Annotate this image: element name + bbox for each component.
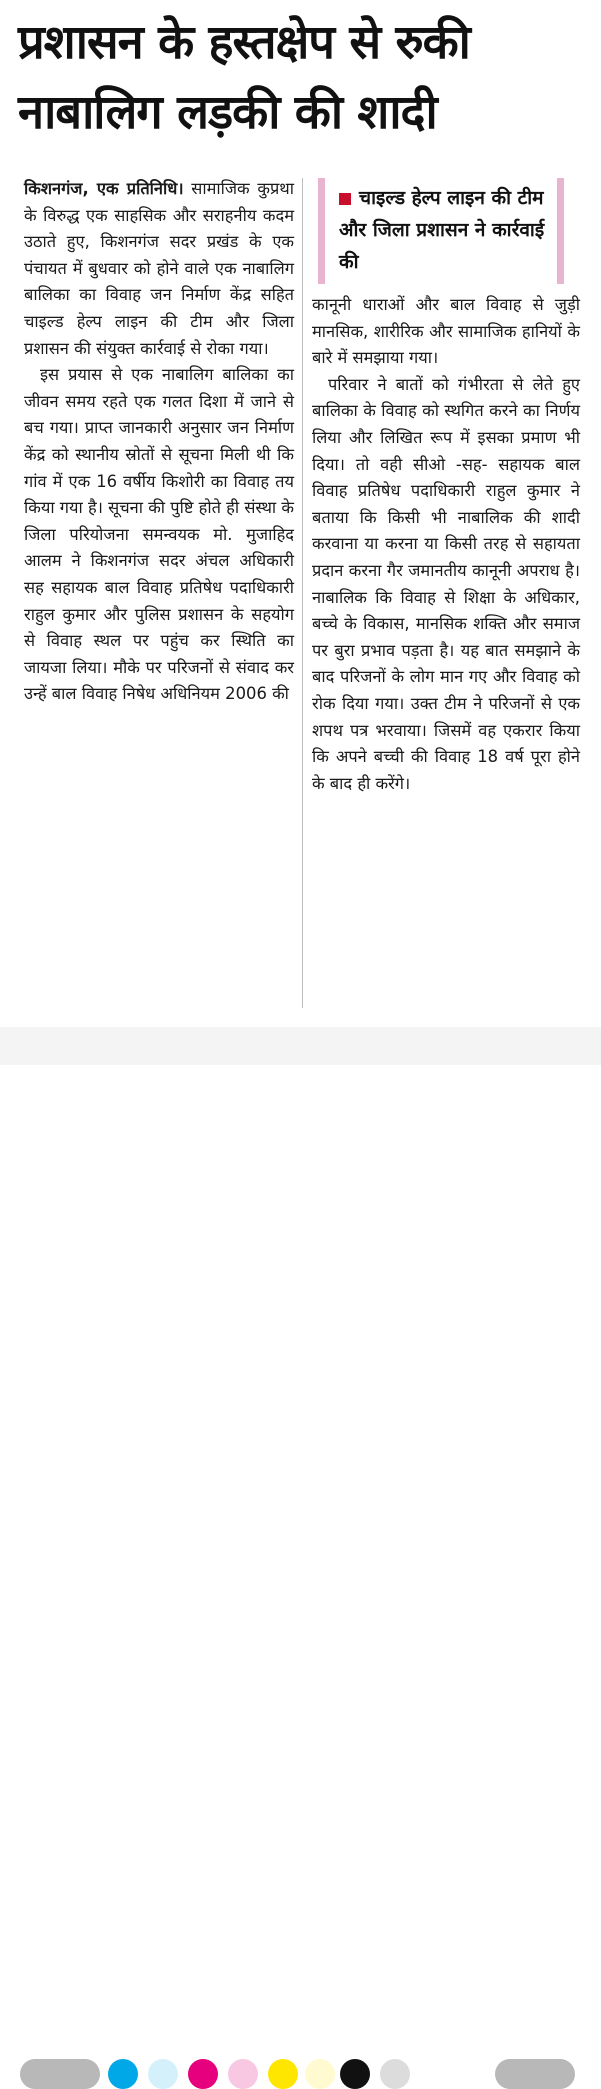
color-swatch (380, 2059, 410, 2089)
column-divider (302, 178, 303, 1008)
headline-line-1: प्रशासन के हस्तक्षेप से रुकी (18, 15, 470, 70)
bullet-square-icon (339, 193, 351, 205)
article-paragraph-3: कानूनी धाराओं और बाल विवाह से जुड़ी मानसिक, शारीरिक और सामाजिक हानियों के बारे में समझाया गया। (312, 295, 580, 368)
headline (18, 8, 588, 148)
color-swatch (108, 2059, 138, 2089)
article-right-column (312, 292, 580, 797)
article-paragraph-4: परिवार ने बातों को गंभीरता से लेते हुए बालिका के विवाह को स्थगित करने का निर्णय लिया और लिखित रूप में इसका प्रमाण भी दिया। तो वही सीओ -सह- सहायक बाल विवाह प्रतिषेध पदाधिकारी राहुल कुमार ने बताया कि किसी भी नाबालिक की शादी करवाना या करना या किसी तरह से सहायता प्रदान करना गैर जमानतीय कानूनी अपराध है। नाबालिक कि विवाह से शिक्षा के अधिकार, बच्चे के विकास, मानसिक शक्ति और समाज पर बुरा प्रभाव पड़ता है। यह बात समझाने के बाद परिजनों के लोग मान गए और विवाह को रोक दिया गया। उक्त टीम ने परिजनों से एक शपथ पत्र भरवाया। जिसमें वह एकरार किया कि अपने बच्ची की विवाह 18 वर्ष पूरा होने के बाद ही करेंगे। (312, 374, 580, 793)
article-paragraph-1 (24, 176, 294, 362)
color-swatch (268, 2059, 298, 2089)
color-swatch (188, 2059, 218, 2089)
paragraph-1-text: सामाजिक कुप्रथा के विरुद्ध एक साहसिक और सराहनीय कदम उठाते हुए, किशनगंज सदर प्रखंड के एक पंचायत में बुधवार को होने वाले एक नाबालिग बालिका का विवाह जन निर्माण केंद्र सहित चाइल्ड हेल्प लाइन की टीम और जिला प्रशासन की संयुक्त कार्रवाई से रोका गया। (24, 179, 294, 358)
color-swatch (305, 2059, 335, 2089)
dateline: किशनगंज, एक प्रतिनिधि। (24, 179, 184, 198)
article-left-column (24, 176, 294, 708)
headline-line-2: नाबालिग लड़की की शादी (18, 85, 437, 140)
highlight-box (318, 178, 564, 284)
article-paragraph-2: इस प्रयास से एक नाबालिग बालिका का जीवन समय रहते एक गलत दिशा में जाने से बच गया। प्राप्त जानकारी अनुसार जन निर्माण केंद्र को स्थानीय स्रोतों से सूचना मिली थी कि गांव में एक 16 वर्षीय किशोरी का विवाह तय किया गया है। सूचना की पुष्टि होते ही संस्था के जिला परियोजना समन्वयक मो. मुजाहिद आलम ने किशनगंज सदर अंचल अधिकारी सह सहायक बाल विवाह प्रतिषेध पदाधिकारी राहुल कुमार और पुलिस प्रशासन के सहयोग से विवाह स्थल पर पहुंच कर स्थिति का जायजा लिया। मौके पर परिजनों से संवाद कर उन्हें बाल विवाह निषेध अधिनियम 2006 की (24, 365, 294, 704)
color-swatch (148, 2059, 178, 2089)
highlight-text: चाइल्ड हेल्प लाइन की टीम और जिला प्रशासन ने कार्रवाई की (339, 187, 545, 273)
color-swatch (228, 2059, 258, 2089)
color-swatch (340, 2059, 370, 2089)
registration-mark (495, 2059, 575, 2089)
print-color-bar (0, 1027, 601, 1065)
registration-mark (20, 2059, 100, 2089)
